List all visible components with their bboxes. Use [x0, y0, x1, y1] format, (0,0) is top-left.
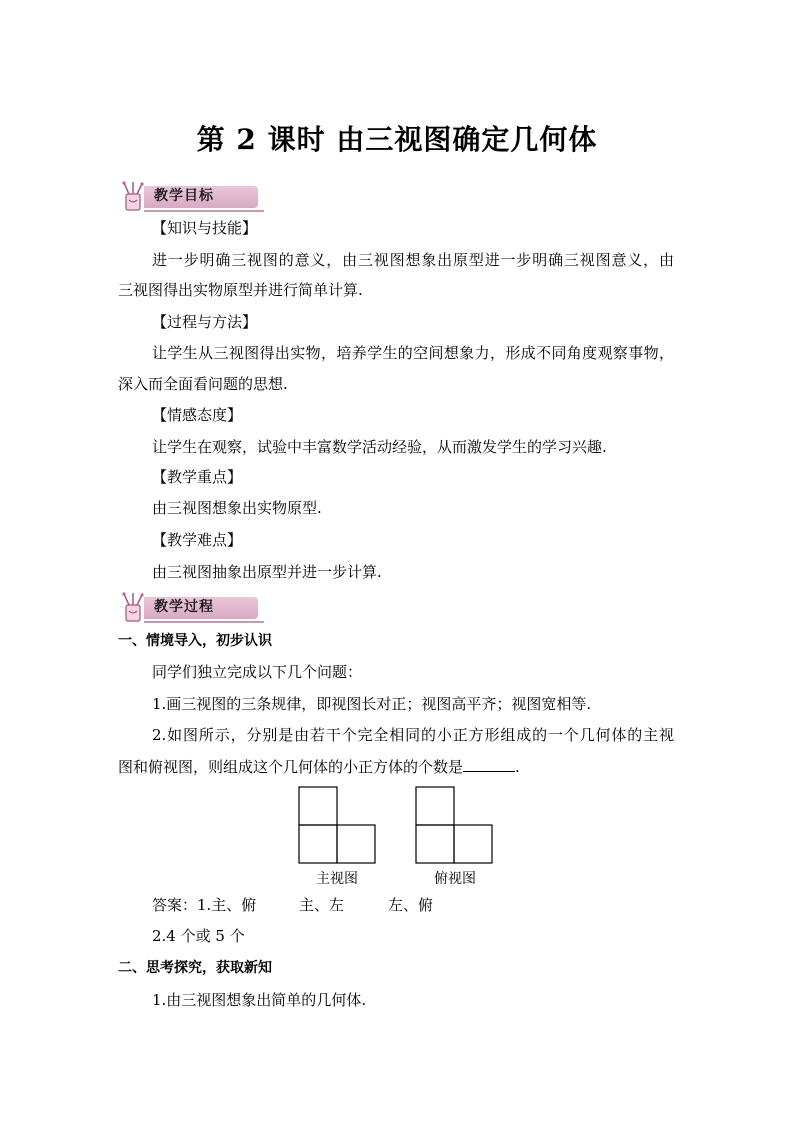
knowledge-text-1: 进一步明确三视图的意义，由三视图想象出原型进一步明确三视图意义，由 [152, 251, 674, 269]
knowledge-text-2: 三视图得出实物原型并进行简单计算. [118, 281, 363, 299]
difficult-text: 由三视图抽象出原型并进一步计算. [152, 563, 382, 581]
section2-heading: 二、思考探究，获取新知 [118, 960, 272, 976]
answer-blank [463, 756, 515, 772]
question-2-line-2: 图和俯视图，则组成这个几何体的小正方体的个数是 . [118, 758, 520, 776]
key-text: 由三视图想象出实物原型. [152, 499, 322, 517]
top-view-shape [416, 787, 492, 863]
page-title: 第 2 课时 由三视图确定几何体 [196, 123, 598, 156]
question-1: 1.画三视图的三条规律，即视图长对正；视图高平齐；视图宽相等. [152, 695, 592, 713]
top-view-label: 俯视图 [434, 871, 476, 887]
front-view-label: 主视图 [316, 871, 358, 887]
difficult-heading: 【教学难点】 [152, 531, 243, 549]
process-heading: 【过程与方法】 [152, 313, 258, 331]
section2-item-1: 1.由三视图想象出简单的几何体. [152, 991, 367, 1009]
section1-heading: 一、情境导入，初步认识 [118, 633, 272, 649]
banner-label: 教学过程 [154, 599, 214, 615]
banner-underline [144, 621, 264, 623]
answer-line-1b: 主、左 [299, 896, 345, 914]
section-banner-objectives [118, 180, 268, 214]
process-text-2: 深入而全面看问题的思想. [118, 375, 288, 393]
section-banner-process [118, 591, 268, 625]
process-text-1: 让学生从三视图得出实物，培养学生的空间想象力，形成不同角度观察事物， [152, 344, 674, 362]
banner-label: 教学目标 [154, 188, 214, 204]
emotion-text: 让学生在观察，试验中丰富数学活动经验，从而激发学生的学习兴趣. [152, 438, 607, 456]
answer-line-1a: 答案：1.主、俯 [152, 896, 257, 914]
answer-line-1c: 左、俯 [388, 896, 434, 914]
answer-line-2: 2.4 个或 5 个 [152, 927, 245, 945]
key-heading: 【教学重点】 [152, 468, 243, 486]
emotion-heading: 【情感态度】 [152, 406, 243, 424]
knowledge-heading: 【知识与技能】 [152, 219, 258, 237]
intro-text: 同学们独立完成以下几个问题： [152, 663, 363, 681]
front-view-shape [299, 787, 375, 863]
question-2-line-1: 2.如图所示，分别是由若干个完全相同的小正方形组成的一个几何体的主视 [152, 726, 674, 744]
banner-underline [144, 210, 264, 212]
views-figure [298, 786, 498, 866]
